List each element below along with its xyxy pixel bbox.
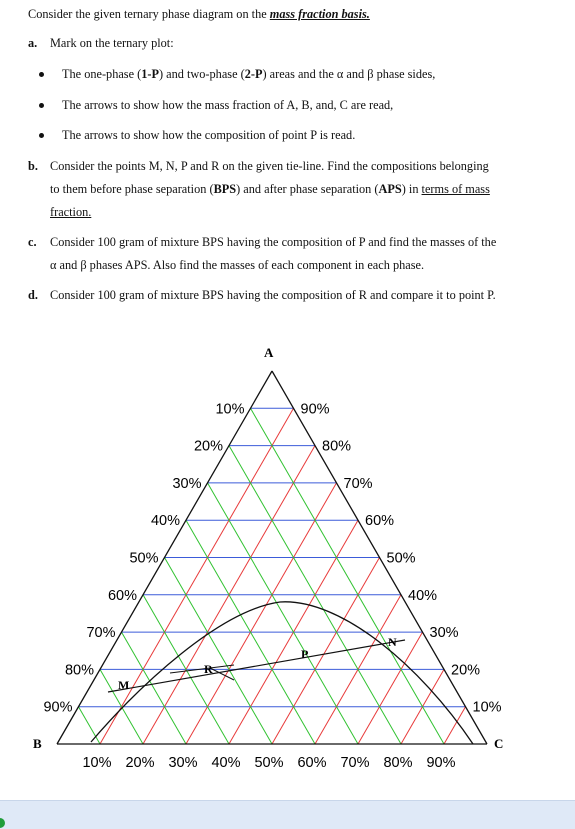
bullet-icon (39, 72, 44, 77)
bullet-2: The arrows to show how the mass fraction of A, B, and, C are read, (62, 98, 394, 112)
axis-labels (43, 401, 504, 771)
right-tick-label: 50% (386, 550, 416, 567)
bullet-3: The arrows to show how the composition of point P is read. (62, 128, 356, 142)
bottom-tick-label: 60% (297, 755, 327, 771)
item-b-line3: fraction. (50, 205, 92, 219)
point-p: P (301, 647, 309, 661)
bottom-tick-label: 80% (383, 755, 413, 771)
bottom-tick-label: 90% (426, 755, 456, 771)
left-tick-label: 60% (107, 587, 137, 604)
point-n: N (388, 635, 397, 649)
vertex-a: A (264, 345, 274, 360)
left-tick-label: 40% (150, 513, 180, 530)
grid-line-red (444, 707, 466, 744)
grid-line-green (251, 408, 445, 744)
bottom-tick-label: 10% (82, 755, 112, 771)
item-b-line1: Consider the points M, N, P and R on the given tie-line. Find the compositions belonging (50, 159, 489, 173)
item-d-label: d. (28, 288, 38, 302)
left-tick-label: 20% (193, 438, 223, 455)
bottom-tick-label: 20% (125, 755, 155, 771)
grid-line-red (100, 408, 294, 744)
item-a: a. (28, 36, 38, 50)
right-tick-label: 20% (451, 662, 481, 679)
point-m: M (118, 678, 130, 692)
right-tick-label: 80% (322, 438, 352, 455)
vertex-b: B (33, 736, 42, 751)
mass-fraction-basis: mass fraction basis. (269, 7, 370, 21)
grid-green (79, 408, 445, 744)
item-a-text: Mark on the ternary plot: (50, 36, 174, 50)
right-tick-label: 40% (408, 587, 438, 604)
bullet-icon (39, 103, 44, 108)
grid-red (100, 408, 466, 744)
left-tick-label: 70% (86, 625, 116, 642)
item-c-label: c. (28, 235, 37, 249)
grid-line-green (208, 483, 359, 744)
right-tick-label: 60% (365, 513, 395, 530)
left-tick-label: 90% (43, 699, 73, 716)
grid-line-green (165, 558, 273, 745)
grid-line-red (272, 558, 380, 745)
ternary-diagram (0, 335, 575, 795)
left-tick-label: 80% (64, 662, 94, 679)
right-tick-label: 10% (472, 699, 502, 716)
left-tick-label: 10% (215, 401, 245, 418)
intro-line: Consider the given ternary phase diagram on the mass fraction basis. (28, 7, 370, 21)
phase-curves (91, 602, 473, 744)
vertex-c: C (494, 736, 504, 751)
bottom-tick-label: 50% (254, 755, 284, 771)
item-b-label: b. (28, 159, 38, 173)
point-r: R (204, 662, 213, 676)
bottom-tick-label: 70% (340, 755, 370, 771)
item-c-line2: α and β phases APS. Also find the masses of each component in each phase. (50, 258, 425, 272)
bullet-icon (39, 133, 44, 138)
left-tick-label: 50% (129, 550, 159, 567)
right-tick-label: 70% (343, 475, 373, 492)
item-b-line2: to them before phase separation (BPS) and after phase separation (APS) in terms of mass (50, 182, 490, 196)
binodal-curve (91, 602, 473, 744)
left-tick-label: 30% (172, 475, 202, 492)
item-c-line1: Consider 100 gram of mixture BPS having the composition of P and find the masses of the (50, 235, 497, 249)
grid-line-green (79, 707, 101, 744)
right-tick-label: 90% (300, 401, 330, 418)
right-tick-label: 30% (429, 625, 459, 642)
page-footer-bar (0, 800, 575, 829)
bottom-tick-label: 40% (211, 755, 241, 771)
bottom-tick-label: 30% (168, 755, 198, 771)
bullet-1: The one-phase (1-P) and two-phase (2-P) areas and the α and β phase sides, (62, 67, 436, 81)
item-d-line1: Consider 100 gram of mixture BPS having the composition of R and compare it to point P. (50, 288, 496, 302)
grid-line-red (186, 483, 337, 744)
